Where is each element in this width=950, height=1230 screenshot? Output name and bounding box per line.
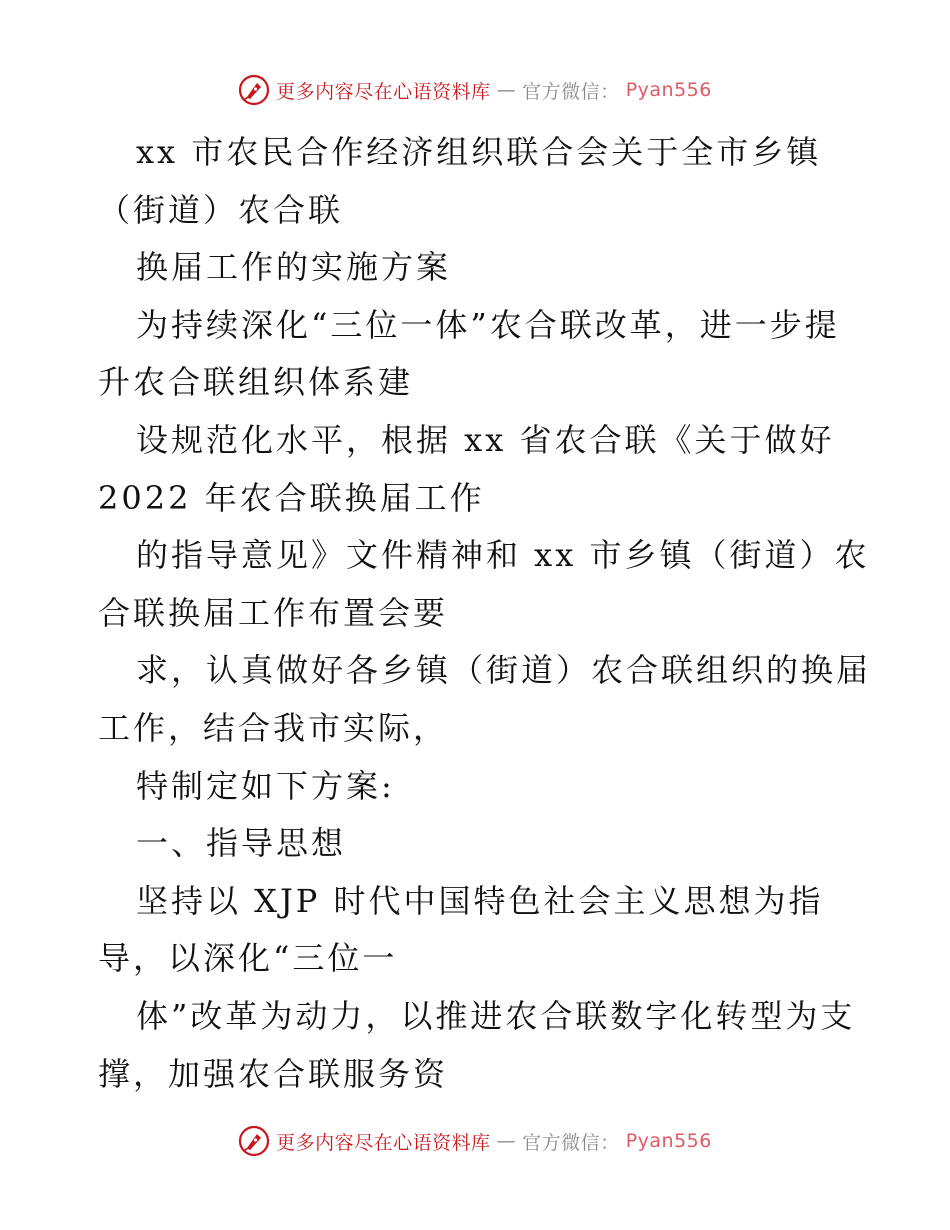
watermark-contact-text: 官方微信：	[522, 80, 620, 103]
document-line: （街道）农合联	[98, 190, 344, 229]
document-line: 的指导意见》文件精神和 xx 市乡镇（街道）农	[136, 536, 870, 575]
document-line: 求，认真做好各乡镇（街道）农合联组织的换届	[136, 651, 872, 690]
footer-watermark	[0, 1123, 950, 1159]
document-line: 换届工作的实施方案	[136, 248, 452, 287]
watermark-brand-text: 更多内容尽在心语资料库	[276, 80, 491, 103]
watermark-separator: —	[496, 79, 517, 101]
document-body	[98, 124, 872, 1103]
document-line: 撑，加强农合联服务资	[98, 1054, 449, 1093]
document-line: 2022 年农合联换届工作	[98, 478, 485, 517]
pen-nib-logo-icon	[238, 74, 270, 106]
document-line: 升农合联组织体系建	[98, 363, 414, 402]
watermark-contact-id: Pyan556	[625, 1130, 712, 1152]
document-line: 设规范化水平，根据 xx 省农合联《关于做好	[136, 420, 835, 459]
document-line: 体”改革为动力，以推进农合联数字化转型为支	[136, 996, 856, 1035]
watermark-contact-text: 官方微信：	[522, 1131, 620, 1154]
document-line: 工作，结合我市实际，	[98, 708, 449, 747]
document-line: 为持续深化“三位一体”农合联改革，进一步提	[136, 305, 840, 344]
document-line: 合联换届工作布置会要	[98, 593, 449, 632]
document-line: 坚持以 XJP 时代中国特色社会主义思想为指	[136, 881, 824, 920]
section-heading: 一、指导思想	[136, 824, 347, 863]
watermark-separator: —	[496, 1130, 517, 1152]
pen-nib-logo-icon	[238, 1125, 270, 1157]
watermark-contact-id: Pyan556	[625, 79, 712, 101]
document-line: xx 市农民合作经济组织联合会关于全市乡镇	[136, 133, 822, 171]
document-line: 特制定如下方案:	[136, 766, 395, 805]
document-line: 导，以深化“三位一	[98, 939, 398, 978]
watermark-brand-text: 更多内容尽在心语资料库	[276, 1131, 491, 1154]
header-watermark	[0, 72, 950, 108]
